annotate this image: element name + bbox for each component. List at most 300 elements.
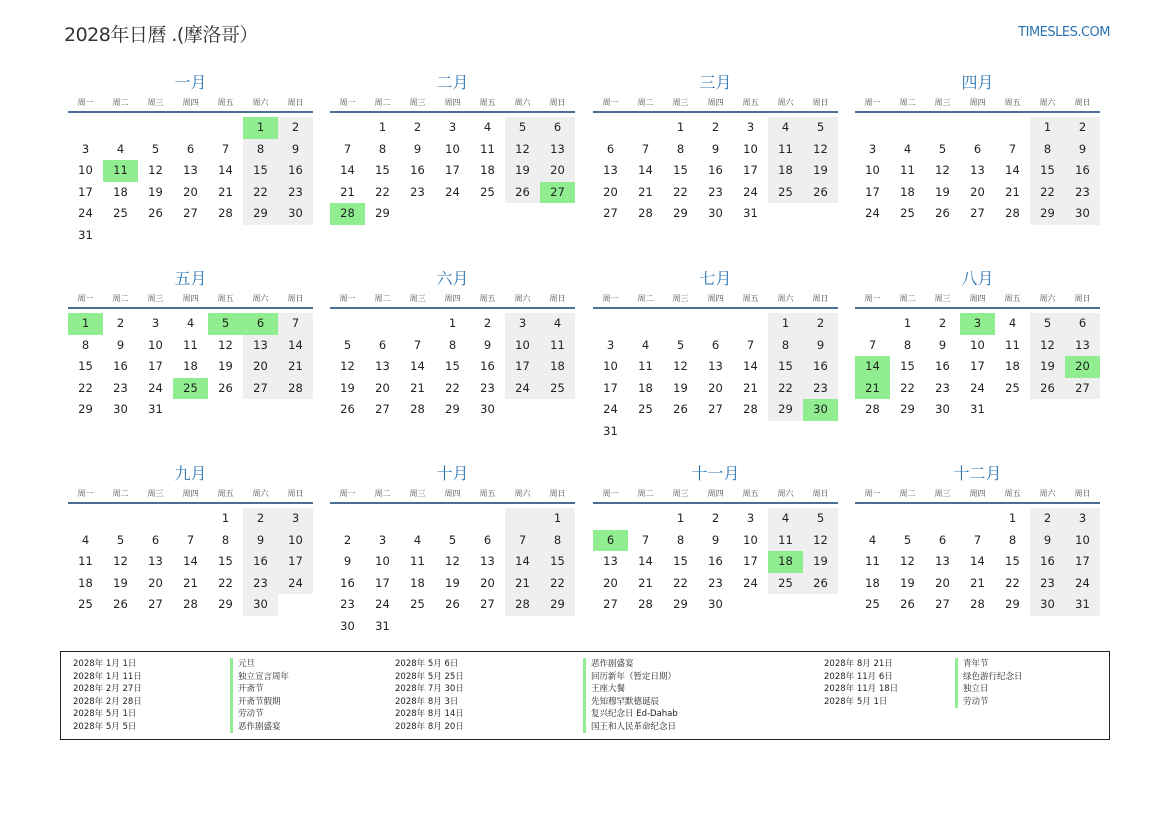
day-cell: 30 (708, 597, 723, 611)
empty-cell (890, 117, 925, 139)
weekday-header (593, 96, 838, 113)
empty-cell (138, 117, 173, 139)
empty-cell (995, 399, 1030, 421)
day-cell: 14 (638, 163, 653, 177)
day-cell: 9 (116, 337, 125, 352)
day-cell: 7 (1008, 141, 1017, 156)
day-cell: 25 (480, 184, 495, 199)
day-cell: 3 (868, 141, 877, 156)
legend-holiday-name: 青年节 (955, 658, 1023, 671)
day-cell: 6 (973, 141, 982, 156)
month-name: 十一月 (691, 464, 740, 483)
day-cell: 5 (803, 508, 838, 530)
day-cell: 16 (480, 359, 495, 373)
legend-date: 2028年 8月 3日 (395, 696, 459, 707)
legend-date: 2028年 5月 5日 (73, 721, 137, 732)
day-cell: 8 (378, 141, 387, 156)
day-cell: 28 (278, 378, 313, 400)
day-cell: 2 (278, 117, 313, 139)
day-cell: 26 (340, 402, 355, 416)
day-cell: 15 (673, 163, 688, 177)
legend-date: 2028年 8月 21日 (824, 659, 893, 669)
month-name: 六月 (436, 269, 469, 288)
empty-cell (278, 225, 313, 247)
day-cell: 11 (638, 359, 653, 373)
day-grid (855, 117, 1100, 225)
weekday-label: 周四 (969, 294, 986, 303)
legend-holiday-name: 开斋节假期 (230, 696, 289, 709)
day-cell: 15 (78, 359, 93, 373)
day-cell: 12 (1030, 335, 1065, 357)
empty-cell (138, 225, 173, 247)
legend-name-column (583, 658, 678, 733)
month-calendar (855, 268, 1100, 421)
day-cell: 22 (218, 575, 233, 590)
day-cell: 3 (378, 532, 387, 547)
empty-cell (400, 203, 435, 225)
day-cell: 29 (243, 203, 278, 225)
day-cell: 21 (638, 184, 653, 199)
day-cell: 31 (970, 402, 985, 416)
day-cell: 30 (708, 206, 723, 220)
day-cell: 16 (803, 356, 838, 378)
day-cell: 2 (1065, 117, 1100, 139)
day-cell: 25 (1005, 380, 1020, 395)
day-cell: 12 (935, 163, 950, 177)
day-cell: 11 (1005, 337, 1020, 352)
day-cell: 3 (746, 120, 755, 134)
day-cell: 18 (410, 575, 425, 590)
weekday-header (68, 96, 313, 113)
day-grid (855, 508, 1100, 616)
day-cell: 16 (113, 359, 128, 373)
weekday-label: 周二 (374, 489, 391, 498)
empty-cell (243, 225, 278, 247)
day-cell: 13 (935, 554, 950, 568)
day-cell: 11 (103, 160, 138, 182)
day-cell: 16 (708, 163, 723, 177)
day-cell: 9 (1065, 139, 1100, 161)
legend-holiday-name: 恶作剧盛宴 (583, 658, 678, 671)
day-cell: 18 (480, 163, 495, 177)
empty-cell (103, 225, 138, 247)
day-cell: 26 (445, 597, 460, 611)
month-calendar (68, 268, 313, 421)
weekday-header (855, 96, 1100, 113)
month-name: 八月 (961, 269, 994, 288)
day-cell: 24 (445, 184, 460, 199)
day-cell: 13 (603, 554, 618, 568)
day-cell: 1 (221, 511, 230, 525)
day-cell: 25 (865, 597, 880, 611)
day-cell: 13 (183, 163, 198, 177)
weekday-header (330, 96, 575, 113)
weekday-label: 周四 (182, 98, 199, 107)
day-cell: 20 (708, 380, 723, 395)
day-cell: 25 (173, 378, 208, 400)
empty-cell (330, 313, 365, 335)
day-cell: 18 (865, 575, 880, 590)
empty-cell (925, 508, 960, 530)
day-cell: 26 (1030, 378, 1065, 400)
day-cell: 22 (445, 380, 460, 395)
empty-cell (768, 421, 803, 443)
day-cell: 15 (768, 356, 803, 378)
day-cell: 21 (970, 575, 985, 590)
weekday-label: 周五 (217, 489, 234, 498)
day-cell: 28 (638, 597, 653, 611)
weekday-label: 周日 (287, 294, 304, 303)
empty-cell (890, 508, 925, 530)
day-cell: 24 (970, 380, 985, 395)
day-cell: 26 (148, 206, 163, 220)
day-cell: 8 (1008, 532, 1017, 547)
weekday-label: 周五 (742, 98, 759, 107)
empty-cell (470, 508, 505, 530)
weekday-header (68, 292, 313, 309)
day-cell: 7 (641, 532, 650, 547)
weekday-label: 周六 (1039, 294, 1056, 303)
weekday-label: 周二 (899, 489, 916, 498)
day-cell: 7 (505, 530, 540, 552)
day-cell: 14 (855, 356, 890, 378)
weekday-label: 周四 (182, 489, 199, 498)
day-cell: 30 (803, 399, 838, 421)
day-cell: 30 (935, 402, 950, 416)
day-cell: 14 (638, 554, 653, 568)
empty-cell (68, 508, 103, 530)
day-cell: 17 (278, 551, 313, 573)
day-cell: 20 (935, 575, 950, 590)
empty-cell (628, 421, 663, 443)
empty-cell (505, 508, 540, 530)
day-cell: 1 (378, 120, 387, 134)
day-cell: 30 (1030, 594, 1065, 616)
day-cell: 24 (505, 378, 540, 400)
day-cell: 9 (278, 139, 313, 161)
day-cell: 1 (676, 120, 685, 134)
day-cell: 21 (505, 573, 540, 595)
day-cell: 19 (113, 575, 128, 590)
day-cell: 28 (638, 206, 653, 220)
day-cell: 25 (410, 597, 425, 611)
weekday-label: 周二 (112, 294, 129, 303)
day-cell: 7 (973, 532, 982, 547)
day-cell: 27 (708, 402, 723, 416)
day-cell: 17 (505, 356, 540, 378)
empty-cell (435, 616, 470, 638)
day-grid (593, 313, 838, 442)
legend-date: 2028年 1月 1日 (73, 659, 137, 669)
weekday-label: 周五 (1004, 294, 1021, 303)
day-cell: 4 (81, 532, 90, 547)
day-cell: 13 (708, 359, 723, 373)
day-cell: 24 (148, 380, 163, 395)
month-calendar (593, 268, 838, 442)
day-cell: 3 (278, 508, 313, 530)
day-cell: 15 (900, 359, 915, 373)
day-cell: 23 (1065, 182, 1100, 204)
empty-cell (768, 594, 803, 616)
weekday-label: 周二 (637, 489, 654, 498)
holiday-legend (60, 651, 1110, 740)
day-cell: 6 (1065, 313, 1100, 335)
day-cell: 26 (673, 402, 688, 416)
month-name: 三月 (699, 73, 732, 92)
day-cell: 30 (113, 402, 128, 416)
empty-cell (803, 421, 838, 443)
empty-cell (855, 508, 890, 530)
legend-holiday-name: 元旦 (230, 658, 289, 671)
day-cell: 22 (673, 184, 688, 199)
weekday-label: 周一 (77, 294, 94, 303)
legend-date: 2028年 5月 6日 (395, 659, 459, 669)
day-cell: 8 (243, 139, 278, 161)
day-cell: 13 (970, 163, 985, 177)
day-cell: 16 (1065, 160, 1100, 182)
day-cell: 25 (768, 573, 803, 595)
day-cell: 6 (151, 532, 160, 547)
weekday-header (330, 292, 575, 309)
empty-cell (733, 594, 768, 616)
day-cell: 10 (78, 163, 93, 177)
month-name: 二月 (436, 73, 469, 92)
legend-holiday-name: 恶作剧盛宴 (230, 721, 289, 734)
day-cell: 30 (1065, 203, 1100, 225)
day-cell: 5 (803, 117, 838, 139)
day-cell: 8 (768, 335, 803, 357)
day-cell: 20 (243, 356, 278, 378)
legend-date: 2028年 5月 1日 (73, 709, 137, 719)
day-cell: 31 (78, 227, 93, 242)
weekday-header (593, 292, 838, 309)
day-cell: 28 (183, 597, 198, 611)
day-cell: 21 (340, 184, 355, 199)
empty-cell (435, 203, 470, 225)
day-cell: 1 (768, 313, 803, 335)
legend-date-column (73, 658, 142, 733)
day-cell: 12 (803, 530, 838, 552)
day-grid (68, 117, 313, 246)
day-cell: 10 (1065, 530, 1100, 552)
day-cell: 4 (768, 508, 803, 530)
empty-cell (400, 616, 435, 638)
day-cell: 10 (505, 335, 540, 357)
empty-cell (663, 313, 698, 335)
day-cell: 27 (603, 206, 618, 220)
day-cell: 23 (410, 184, 425, 199)
day-cell: 12 (340, 359, 355, 373)
day-cell: 19 (1030, 356, 1065, 378)
site-link[interactable]: TIMESLES.COM (1018, 25, 1110, 40)
day-cell: 5 (1030, 313, 1065, 335)
legend-holiday-name: 劳动节 (955, 696, 1023, 709)
day-cell: 24 (375, 597, 390, 611)
day-cell: 30 (243, 594, 278, 616)
day-cell: 18 (768, 160, 803, 182)
day-cell: 24 (1065, 573, 1100, 595)
empty-cell (400, 313, 435, 335)
empty-cell (803, 594, 838, 616)
weekday-label: 周一 (602, 489, 619, 498)
day-cell: 11 (410, 554, 425, 568)
day-cell: 22 (1005, 575, 1020, 590)
day-cell: 2 (413, 120, 422, 134)
day-cell: 3 (81, 141, 90, 156)
day-cell: 2 (711, 511, 720, 525)
day-cell: 5 (116, 532, 125, 547)
weekday-label: 周一 (339, 98, 356, 107)
weekday-label: 周六 (1039, 489, 1056, 498)
day-grid (593, 508, 838, 616)
weekday-label: 周二 (112, 98, 129, 107)
day-cell: 12 (148, 163, 163, 177)
day-cell: 9 (711, 141, 720, 156)
day-cell: 24 (603, 402, 618, 416)
day-cell: 31 (148, 402, 163, 416)
day-cell: 7 (413, 337, 422, 352)
day-cell: 7 (278, 313, 313, 335)
month-name: 十月 (436, 464, 469, 483)
empty-cell (330, 508, 365, 530)
day-cell: 11 (540, 335, 575, 357)
weekday-label: 周六 (777, 489, 794, 498)
legend-holiday-name: 劳动节 (230, 708, 289, 721)
day-cell: 9 (483, 337, 492, 352)
day-cell: 28 (218, 206, 233, 220)
day-cell: 14 (505, 551, 540, 573)
empty-cell (278, 399, 313, 421)
day-cell: 9 (938, 337, 947, 352)
day-cell: 30 (340, 618, 355, 633)
day-cell: 18 (1005, 359, 1020, 373)
weekday-label: 周三 (409, 489, 426, 498)
day-cell: 13 (603, 163, 618, 177)
day-cell: 2 (803, 313, 838, 335)
day-cell: 27 (935, 597, 950, 611)
day-cell: 5 (505, 117, 540, 139)
legend-name-column (230, 658, 289, 733)
day-cell: 3 (746, 511, 755, 525)
day-cell: 1 (1008, 511, 1017, 525)
weekday-label: 周四 (707, 294, 724, 303)
day-cell: 4 (1008, 316, 1017, 330)
weekday-label: 周四 (182, 294, 199, 303)
weekday-label: 周三 (147, 294, 164, 303)
day-cell: 9 (1030, 530, 1065, 552)
day-cell: 20 (603, 575, 618, 590)
day-cell: 4 (540, 313, 575, 335)
month-calendar (68, 72, 313, 246)
month-name: 五月 (174, 269, 207, 288)
month-calendar (68, 463, 313, 616)
day-cell: 19 (803, 160, 838, 182)
day-cell: 2 (243, 508, 278, 530)
day-cell: 14 (278, 335, 313, 357)
day-cell: 30 (480, 402, 495, 416)
day-cell: 22 (540, 573, 575, 595)
weekday-label: 周日 (1074, 98, 1091, 107)
day-cell: 11 (183, 337, 198, 352)
empty-cell (698, 421, 733, 443)
day-cell: 10 (603, 359, 618, 373)
empty-cell (995, 117, 1030, 139)
weekday-label: 周四 (707, 489, 724, 498)
day-cell: 10 (278, 530, 313, 552)
day-cell: 18 (768, 551, 803, 573)
day-cell: 1 (448, 316, 457, 330)
empty-cell (435, 508, 470, 530)
day-cell: 29 (540, 594, 575, 616)
month-calendar (330, 72, 575, 225)
weekday-label: 周六 (514, 294, 531, 303)
weekday-label: 周三 (672, 489, 689, 498)
legend-holiday-name: 国王和人民革命纪念日 (583, 721, 678, 734)
day-cell: 13 (243, 335, 278, 357)
day-cell: 3 (448, 120, 457, 134)
empty-cell (173, 508, 208, 530)
empty-cell (68, 117, 103, 139)
month-name: 九月 (174, 464, 207, 483)
day-cell: 4 (483, 120, 492, 134)
day-cell: 28 (505, 594, 540, 616)
legend-holiday-name: 先知穆罕默德诞辰 (583, 696, 678, 709)
day-cell: 18 (113, 184, 128, 199)
month-calendar (330, 268, 575, 421)
empty-cell (698, 313, 733, 335)
day-cell: 17 (148, 359, 163, 373)
day-cell: 9 (413, 141, 422, 156)
day-cell: 10 (375, 554, 390, 568)
day-cell: 22 (673, 575, 688, 590)
day-cell: 19 (218, 359, 233, 373)
legend-date: 2028年 5月 25日 (395, 671, 464, 682)
empty-cell (208, 399, 243, 421)
page-title: 2028年日曆 .(摩洛哥） (64, 24, 258, 46)
day-cell: 4 (641, 337, 650, 352)
weekday-label: 周日 (812, 294, 829, 303)
day-cell: 19 (673, 380, 688, 395)
legend-date: 2028年 5月 1日 (824, 696, 888, 707)
day-cell: 25 (638, 402, 653, 416)
month-calendar (855, 463, 1100, 616)
day-cell: 10 (148, 337, 163, 352)
day-cell: 7 (868, 337, 877, 352)
day-cell: 12 (218, 337, 233, 352)
month-calendar (593, 72, 838, 225)
day-cell: 24 (743, 184, 758, 199)
weekday-label: 周日 (287, 98, 304, 107)
month-calendar (593, 463, 838, 616)
legend-holiday-name: 独立宣言周年 (230, 671, 289, 684)
day-cell: 10 (743, 141, 758, 156)
day-cell: 21 (278, 356, 313, 378)
day-grid (593, 117, 838, 225)
day-cell: 11 (865, 554, 880, 568)
day-cell: 6 (483, 532, 492, 547)
day-cell: 21 (410, 380, 425, 395)
day-cell: 26 (803, 182, 838, 204)
day-cell: 22 (1030, 182, 1065, 204)
day-cell: 22 (78, 380, 93, 395)
weekday-label: 周三 (147, 489, 164, 498)
day-cell: 29 (673, 206, 688, 220)
day-cell: 28 (1005, 206, 1020, 220)
day-cell: 5 (903, 532, 912, 547)
day-cell: 27 (1065, 378, 1100, 400)
weekday-label: 周三 (672, 294, 689, 303)
empty-cell (540, 399, 575, 421)
